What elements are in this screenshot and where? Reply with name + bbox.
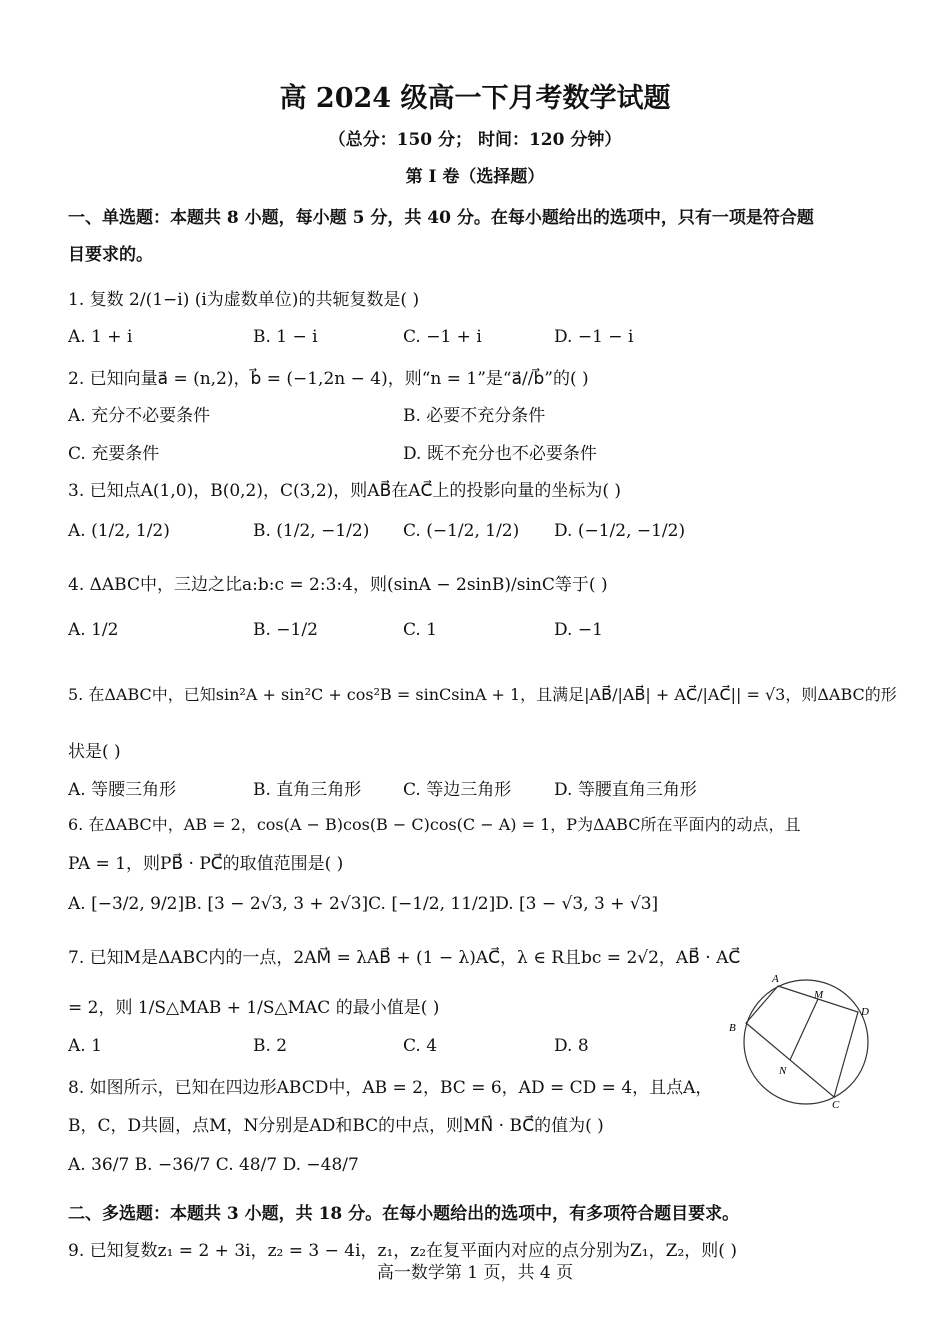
q2-option-b: B. 必要不充分条件 [403, 406, 546, 426]
label-d: D [861, 1006, 869, 1018]
q3-option-d: D. (−1/2, −1/2) [554, 521, 686, 541]
q3-option-a: A. (1/2, 1/2) [68, 521, 170, 541]
label-c: C [832, 1099, 840, 1111]
question-8-line2: B，C，D共圆，点M，N分别是AD和BC的中点，则MN⃗ · BC⃗的值为( ) [68, 1116, 604, 1136]
question-4: 4. ΔABC中，三边之比a:b:c = 2:3:4，则(sinA − 2sinB)/sinC等于( ) [68, 575, 608, 595]
q5-option-b: B. 直角三角形 [253, 780, 362, 800]
question-8-line1: 8. 如图所示，已知在四边形ABCD中，AB = 2，BC = 6，AD = CD = 4，且点A， [68, 1078, 713, 1098]
q1-option-d: D. −1 − i [554, 327, 634, 347]
q4-option-b: B. −1/2 [253, 620, 318, 640]
page-footer: 高一数学第 1 页，共 4 页 [376, 1263, 574, 1283]
q1-option-c: C. −1 + i [403, 327, 482, 347]
question-6-line1: 6. 在ΔABC中，AB = 2，cos(A − B)cos(B − C)cos(C − A) = 1，P为ΔABC所在平面内的动点，且 [68, 815, 801, 834]
page-title: 高 2024 级高一下月考数学试题 [279, 83, 671, 114]
label-a: A [772, 973, 779, 985]
q6-options: A. [−3/2, 9/2]B. [3 − 2√3, 3 + 2√3]C. [−1/2, 11/2]D. [3 − √3, 3 + √3] [68, 894, 659, 914]
question-1: 1. 复数 2/(1−i) (i为虚数单位)的共轭复数是( ) [68, 290, 420, 310]
part2-instruction: 二、多选题：本题共 3 小题，共 18 分。在每小题给出的选项中，有多项符合题目要求。 [68, 1204, 740, 1224]
label-b: B [729, 1022, 736, 1034]
q7-option-c: C. 4 [403, 1036, 438, 1056]
question-6-line2: PA = 1，则PB⃗ · PC⃗的取值范围是( ) [68, 854, 344, 874]
question-7-line2: = 2，则 1/S△MAB + 1/S△MAC 的最小值是( ) [68, 998, 440, 1018]
label-m: M [814, 989, 824, 1001]
question-7-line1: 7. 已知M是ΔABC内的一点，2AM⃗ = λAB⃗ + (1 − λ)AC⃗，λ ∈ R且bc = 2√2，AB⃗ · AC⃗ [68, 948, 741, 968]
q8-options: A. 36/7 B. −36/7 C. 48/7 D. −48/7 [68, 1155, 359, 1175]
q1-option-a: A. 1 + i [68, 327, 133, 347]
q1-option-b: B. 1 − i [253, 327, 318, 347]
q4-option-d: D. −1 [554, 620, 603, 640]
q2-option-d: D. 既不充分也不必要条件 [403, 444, 597, 464]
question-2: 2. 已知向量a⃗ = (n,2)，b⃗ = (−1,2n − 4)，则“n = 1”是“a⃗//b⃗”的( ) [68, 369, 589, 389]
question-5-line2: 状是( ) [68, 742, 121, 762]
part1-instruction-line2: 目要求的。 [68, 245, 153, 265]
question-5-line1: 5. 在ΔABC中，已知sin²A + sin²C + cos²B = sinCsinA + 1，且满足|AB⃗/|AB⃗| + AC⃗/|AC⃗|| = √3，则ΔABC的形 [68, 685, 897, 704]
cyclic-quadrilateral-figure [722, 966, 882, 1116]
q3-option-b: B. (1/2, −1/2) [253, 521, 370, 541]
q3-option-c: C. (−1/2, 1/2) [403, 521, 520, 541]
q7-option-d: D. 8 [554, 1036, 589, 1056]
question-3: 3. 已知点A(1,0)，B(0,2)，C(3,2)，则AB⃗在AC⃗上的投影向量的坐标为( ) [68, 481, 622, 501]
question-9: 9. 已知复数z₁ = 2 + 3i，z₂ = 3 − 4i，z₁，z₂在复平面内对应的点分别为Z₁，Z₂，则( ) [68, 1241, 737, 1261]
q5-option-c: C. 等边三角形 [403, 780, 512, 800]
q4-option-a: A. 1/2 [68, 620, 119, 640]
q5-option-a: A. 等腰三角形 [68, 780, 177, 800]
part1-instruction-line1: 一、单选题：本题共 8 小题，每小题 5 分，共 40 分。在每小题给出的选项中，只有一项是符合题 [68, 208, 814, 228]
section-heading: 第 I 卷（选择题） [405, 167, 545, 187]
q5-option-d: D. 等腰直角三角形 [554, 780, 697, 800]
exam-info: （总分：150 分； 时间：120 分钟） [328, 130, 622, 150]
q7-option-b: B. 2 [253, 1036, 288, 1056]
q4-option-c: C. 1 [403, 620, 438, 640]
q2-option-c: C. 充要条件 [68, 444, 160, 464]
q2-option-a: A. 充分不必要条件 [68, 406, 211, 426]
q7-option-a: A. 1 [68, 1036, 102, 1056]
label-n: N [779, 1065, 787, 1077]
